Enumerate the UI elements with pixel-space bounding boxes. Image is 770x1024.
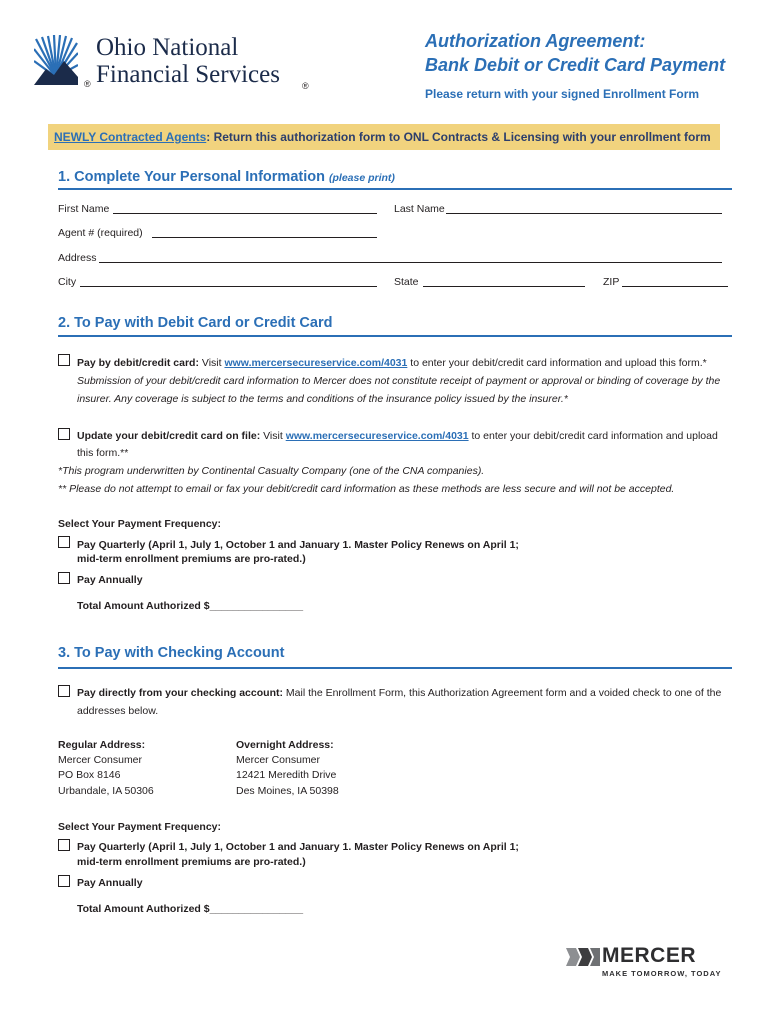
agent-number-field[interactable] [152,227,377,238]
mercer-brand: MERCER [602,944,697,967]
mercer-link-1[interactable]: www.mercersecureservice.com/4031 [224,357,408,369]
logo-line-2: Financial Services [96,61,280,88]
pay-quarterly-checkbox-3[interactable] [58,839,70,851]
city-field[interactable] [80,276,377,287]
onl-logo [34,35,324,95]
pay-quarterly-label-3a: Pay Quarterly (April 1, July 1, October 1 and January 1. Master Policy Renews on April 1; [77,841,519,853]
opt1-post: to enter your debit/credit card information and upload this form.* [407,357,707,369]
logo-line-1: Ohio National [96,34,239,61]
first-name-label: First Name [58,203,110,215]
form-subtitle: Please return with your signed Enrollment Form [425,87,700,101]
onl-sunburst-icon [34,35,78,85]
checking-account-option-line-2: addresses below. [77,705,159,717]
opt1-pre: Visit [198,357,225,369]
last-name-label: Last Name [394,203,445,215]
update-card-checkbox[interactable] [58,428,70,440]
pay-quarterly-label-2a: Pay Quarterly (April 1, July 1, October 1 and January 1. Master Policy Renews on April 1; [77,539,519,551]
section2-heading: 2. To Pay with Debit Card or Credit Card [58,315,333,331]
opt1-disclaimer-2: insurer. Any coverage is subject to the terms and conditions of the insurance policy issued by the insurer.* [77,393,568,405]
update-card-option [77,429,718,443]
notice-text: : Return this authorization form to ONL Contracts & Licensing with your enrollment form [206,130,711,144]
overnight-address-line-2: 12421 Meredith Drive [236,769,337,781]
update-card-option-line-2: this form.** [77,447,129,459]
pay-quarterly-label-2b: mid-term enrollment premiums are pro-rated.) [77,553,306,565]
section1-note: (please print) [329,172,395,184]
city-label: City [58,276,77,288]
logo-reg-mark-2: ® [302,81,309,91]
overnight-address-line-3: Des Moines, IA 50398 [236,785,339,797]
payment-frequency-label-3: Select Your Payment Frequency: [58,821,222,833]
checking-account-checkbox[interactable] [58,685,70,697]
section3-heading: 3. To Pay with Checking Account [58,645,285,661]
pay-annually-checkbox-3[interactable] [58,875,70,887]
checking-text: Mail the Enrollment Form, this Authorization Agreement form and a voided check to one of the [282,687,722,699]
regular-address-line-2: PO Box 8146 [58,769,121,781]
pay-quarterly-label-3b: mid-term enrollment premiums are pro-rated.) [77,856,306,868]
section3-rule [58,667,732,669]
regular-address-line-1: Mercer Consumer [58,754,143,766]
section1-heading [58,169,395,185]
mercer-mark-icon [566,946,600,968]
total-amount-field-3[interactable]: Total Amount Authorized $________________ [77,903,304,915]
overnight-address-line-1: Mercer Consumer [236,754,321,766]
opt2-bold: Update your debit/credit card on file: [77,430,261,442]
payment-frequency-label-2: Select Your Payment Frequency: [58,518,222,530]
pay-quarterly-checkbox-2[interactable] [58,536,70,548]
zip-field[interactable] [622,276,728,287]
address-field[interactable] [99,252,722,263]
checking-account-option [77,686,721,700]
logo-reg-mark-1: ® [84,79,91,89]
regular-address-label: Regular Address: [58,739,146,751]
address-label: Address [58,252,97,264]
last-name-field[interactable] [446,203,722,214]
opt1-disclaimer-1: Submission of your debit/credit card information to Mercer does not constitute receipt of payment or approval or binding of coverage by the [77,375,721,387]
footnote-2: ** Please do not attempt to email or fax your debit/credit card information as these methods are less secure and will not be accepted. [58,483,675,495]
debit-credit-card-option [77,356,707,370]
mercer-logo [566,944,736,980]
pay-annually-label-2: Pay Annually [77,574,143,586]
section1-rule [58,188,732,190]
agent-number-label: Agent # (required) [58,227,143,239]
notice-banner [48,124,720,150]
opt2-post: to enter your debit/credit card information and upload [468,430,718,442]
pay-annually-label-3: Pay Annually [77,877,143,889]
form-title-line-2: Bank Debit or Credit Card Payment [425,55,726,75]
notice-highlight: NEWLY Contracted Agents [54,130,207,144]
regular-address-line-3: Urbandale, IA 50306 [58,785,154,797]
state-field[interactable] [423,276,585,287]
first-name-field[interactable] [113,203,377,214]
footnote-1: *This program underwritten by Continental Casualty Company (one of the CNA companies). [58,465,485,477]
overnight-address-label: Overnight Address: [236,739,334,751]
debit-credit-card-checkbox[interactable] [58,354,70,366]
section1-title: 1. Complete Your Personal Information [58,169,325,185]
state-label: State [394,276,419,288]
zip-label: ZIP [603,276,620,288]
total-amount-field-2[interactable]: Total Amount Authorized $________________ [77,600,304,612]
mercer-tagline: MAKE TOMORROW, TODAY [602,969,722,978]
opt1-bold: Pay by debit/credit card: [77,357,199,369]
mercer-link-2[interactable]: www.mercersecureservice.com/4031 [285,430,469,442]
checking-bold: Pay directly from your checking account: [77,687,283,699]
pay-annually-checkbox-2[interactable] [58,572,70,584]
opt2-pre: Visit [260,430,286,442]
form-title-line-1: Authorization Agreement: [425,31,646,51]
section2-rule [58,335,732,337]
